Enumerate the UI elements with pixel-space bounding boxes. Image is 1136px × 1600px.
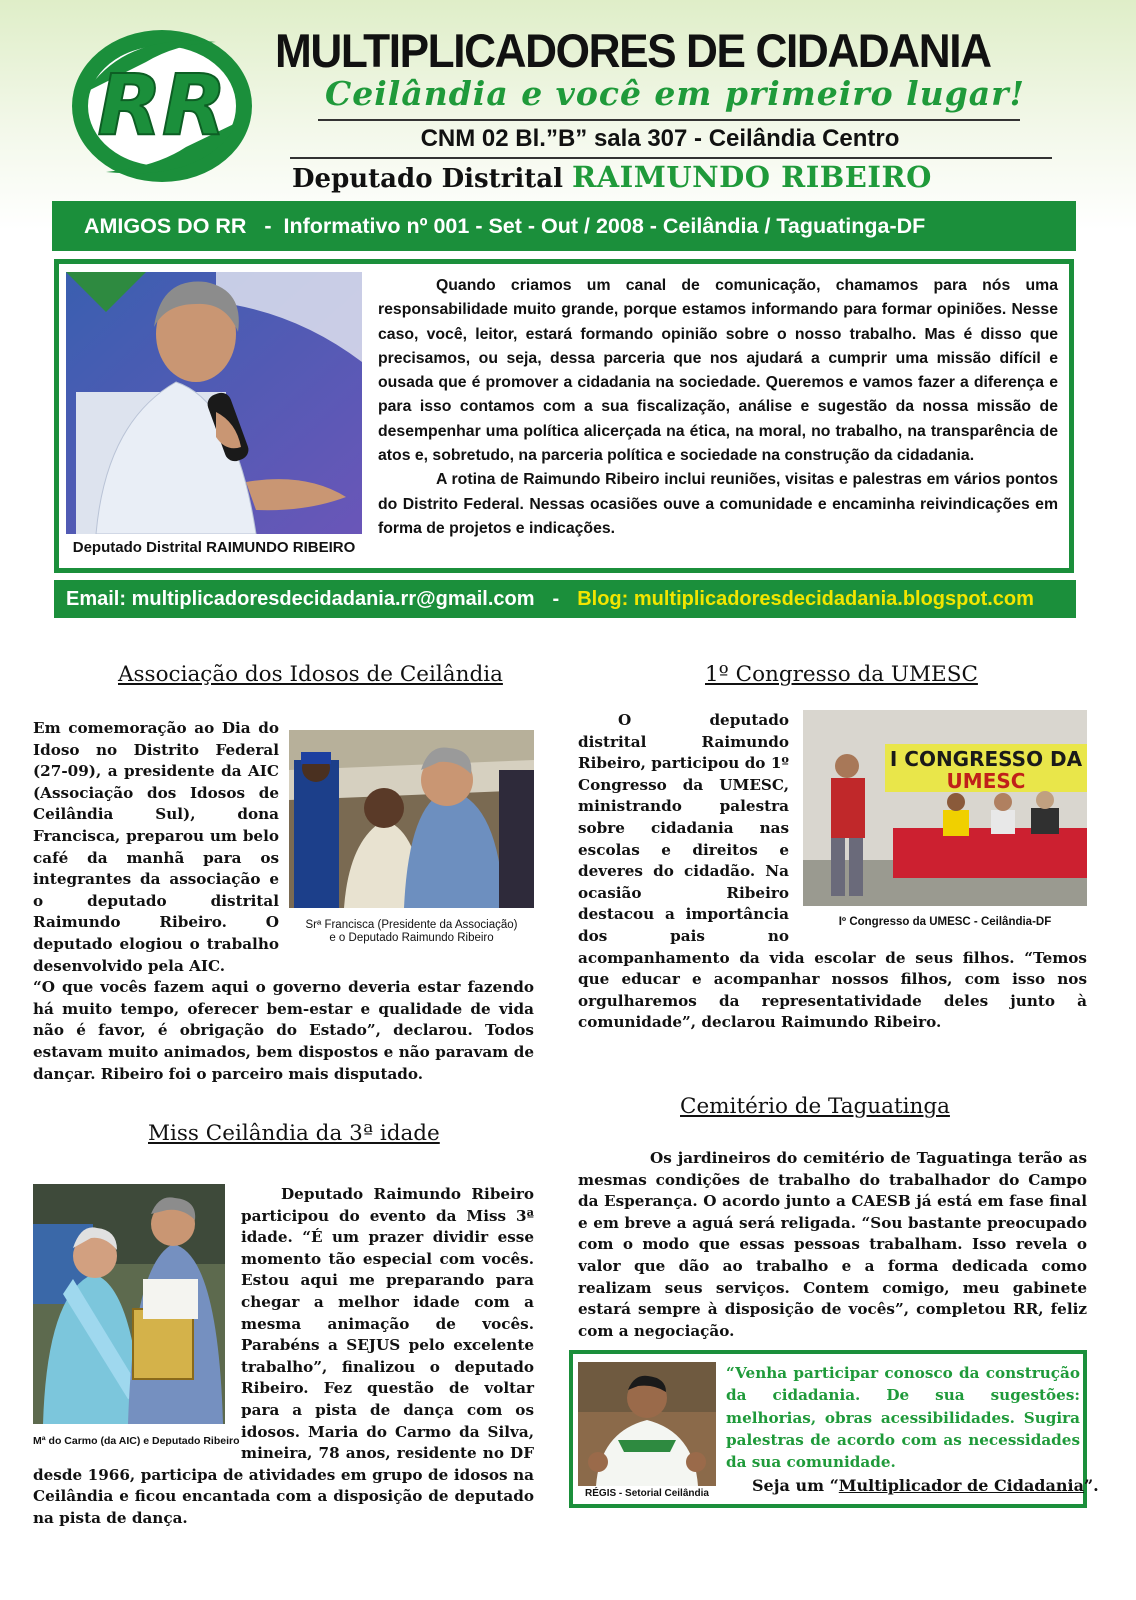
cemiterio-paragraph: Os jardineiros do cemitério de Taguatinga terão as mesmas condições de trabalho do trabalhador do Campo da Esperança. O acordo junto a CAESB já está em fase final e em breve a aguá será religada. “Sou bastante preocupado com o modo que essas pessoas trabalham. Isso revela o valor que dão ao trabalho e a forma dedicada como realizam seus serviços. Contem comigo, meu gabinete estará sempre à disposição de vocês”, completou RR, feliz com a negociação. xyxy=(578,1149,1087,1340)
aic-caption-line-1: Srª Francisca (Presidente da Associação) xyxy=(305,918,518,931)
umesc-banner-line-2: UMESC xyxy=(946,769,1026,793)
logo-text: RR xyxy=(97,56,227,154)
cta-prefix: Seja um “ xyxy=(752,1476,839,1495)
contact-bar xyxy=(54,580,1076,618)
intro-text xyxy=(378,274,1058,541)
aic-caption-line-2: e o Deputado Raimundo Ribeiro xyxy=(329,931,494,944)
intro-paragraph-1: Quando criamos um canal de comunicação, chamamos para nós uma responsabilidade muito grande, porque estamos informando para formar opiniões. Nesse caso, você, leitor, estará formando opinião sobre o nosso trabalho. Mas é disso que precisamos, ou seja, dessa parceria que nos ajudará a cumprir uma missão difícil e ousada que é promover a cidadania na sociedade. Queremos e vamos fazer a diferença e para isso contamos com a sua fiscalização, análise e sugestão da nossa missão de desempenhar uma política alicerçada na ética, na moral, no trabalho, na transparência de atos e, sobretudo, na parceria política e sociedade na construção da cidadania. xyxy=(378,277,1058,465)
header-rule-top xyxy=(318,119,1020,121)
aic-paragraph-2: “O que vocês fazem aqui o governo deveria estar fazendo há muito tempo, oferecer bem-estar e qualidade de vida não é favor, é obrigação do Estado”, declarou. Todos estavam muito animados, bem dispostos e não paravam de dançar. Ribeiro foi o parceiro mais disputado. xyxy=(33,978,534,1083)
issue-bar xyxy=(52,201,1076,251)
deputy-prefix: Deputado Distrital xyxy=(292,164,563,194)
cta-highlight: Multiplicador de Cidadania xyxy=(838,1476,1084,1495)
call-box-text: “Venha participar conosco da construção da cidadania. De sua sugestões: melhorias, obras acessibilidades. Sugira palestras de acordo com as necessidades da sua comunidade. xyxy=(726,1364,1080,1472)
umesc-headline: 1º Congresso da UMESC xyxy=(705,662,978,687)
miss-article xyxy=(33,1184,534,1530)
cemiterio-headline: Cemitério de Taguatinga xyxy=(680,1094,950,1119)
regis-photo xyxy=(578,1362,716,1486)
intro-paragraph-2: A rotina de Raimundo Ribeiro inclui reuniões, visitas e palestras em vários pontos do Distrito Federal. Nessas ocasiões ouve a comunidade e encaminha reivindicações em forma de projetos e indicações. xyxy=(378,471,1058,537)
contact-separator: - xyxy=(552,587,560,610)
umesc-photo xyxy=(803,710,1087,906)
deputy-photo-caption: Deputado Distrital RAIMUNDO RIBEIRO xyxy=(72,539,356,556)
header-rule-bottom xyxy=(290,157,1052,159)
aic-article xyxy=(33,718,534,1085)
miss-headline: Miss Ceilândia da 3ª idade xyxy=(148,1121,440,1146)
cemiterio-article xyxy=(578,1148,1087,1342)
umesc-paragraph: O deputado distrital Raimundo Ribeiro, participou do 1º Congresso da UMESC, ministrando palestra sobre cidadania nas escolas e direitos e deveres do cidadão. Na ocasião Ribeiro destacou a importância dos pais no acompanhamento da vida escolar de seus filhos. “Temos que educar e acompanhar nossos filhos, com isso nos orgulharemos da representatividade deles junto à comunidade”, declarou Raimundo Ribeiro. xyxy=(578,711,1087,1032)
umesc-banner-line-1: I CONGRESSO DA xyxy=(889,747,1083,771)
call-box-cta xyxy=(752,1476,1099,1495)
masthead-slogan: Ceilândia e você em primeiro lugar! xyxy=(325,74,1026,113)
miss-photo-block xyxy=(33,1184,240,1447)
cta-suffix: ”. xyxy=(1083,1476,1099,1495)
regis-photo-caption: RÉGIS - Setorial Ceilândia xyxy=(585,1488,709,1499)
deputy-photo xyxy=(66,272,362,534)
office-address: CNM 02 Bl.”B” sala 307 - Ceilândia Centro xyxy=(420,125,900,152)
deputy-line xyxy=(292,160,1052,194)
umesc-photo-block xyxy=(803,710,1087,928)
umesc-photo-caption: Iº Congresso da UMESC - Ceilândia-DF xyxy=(838,915,1052,928)
miss-photo xyxy=(33,1184,225,1424)
miss-photo-caption: Mª do Carmo (da AIC) e Deputado Ribeiro xyxy=(33,1434,240,1447)
aic-paragraph-1: Em comemoração ao Dia do Idoso no Distrito Federal (27-09), a presidente da AIC (Associação dos Idosos de Ceilândia Sul), dona Francisca, preparou um belo café da manhã para os integrantes da associação e o deputado distrital Raimundo Ribeiro. O deputado elogiou o trabalho desenvolvido pela AIC. xyxy=(33,719,279,975)
deputy-name: RAIMUNDO RIBEIRO xyxy=(572,160,932,194)
aic-photo xyxy=(289,730,534,908)
aic-headline: Associação dos Idosos de Ceilândia xyxy=(118,662,503,687)
contact-email[interactable]: Email: multiplicadoresdecidadania.rr@gmail.com xyxy=(66,587,535,610)
masthead-title: MULTIPLICADORES DE CIDADANIA xyxy=(275,24,991,77)
contact-blog[interactable]: Blog: multiplicadoresdecidadania.blogspot.com xyxy=(577,587,1034,610)
aic-photo-block xyxy=(289,730,534,944)
aic-photo-caption xyxy=(289,919,534,945)
rr-logo xyxy=(66,22,262,187)
issue-bar-text: AMIGOS DO RR - Informativo nº 001 - Set - Out / 2008 - Ceilândia / Taguatinga-DF xyxy=(84,213,926,238)
umesc-article xyxy=(578,710,1087,1034)
miss-paragraph: Deputado Raimundo Ribeiro participou do evento da Miss 3ª idade. “É um prazer dividir esse momento tão especial com vocês. Estou aqui me preparando para chegar a melhor idade com a mesma animação de vocês. Parabéns a SEJUS pelo excelente trabalho”, finalizou o deputado Ribeiro. Fez questão de voltar para a pista de dança com os idosos. Maria do Carmo da Silva, mineira, 78 anos, residente no DF desde 1966, participa de atividades em grupo de idosos na Ceilândia e ficou encantada com a disposição de deputado na pista de dança. xyxy=(33,1185,534,1527)
